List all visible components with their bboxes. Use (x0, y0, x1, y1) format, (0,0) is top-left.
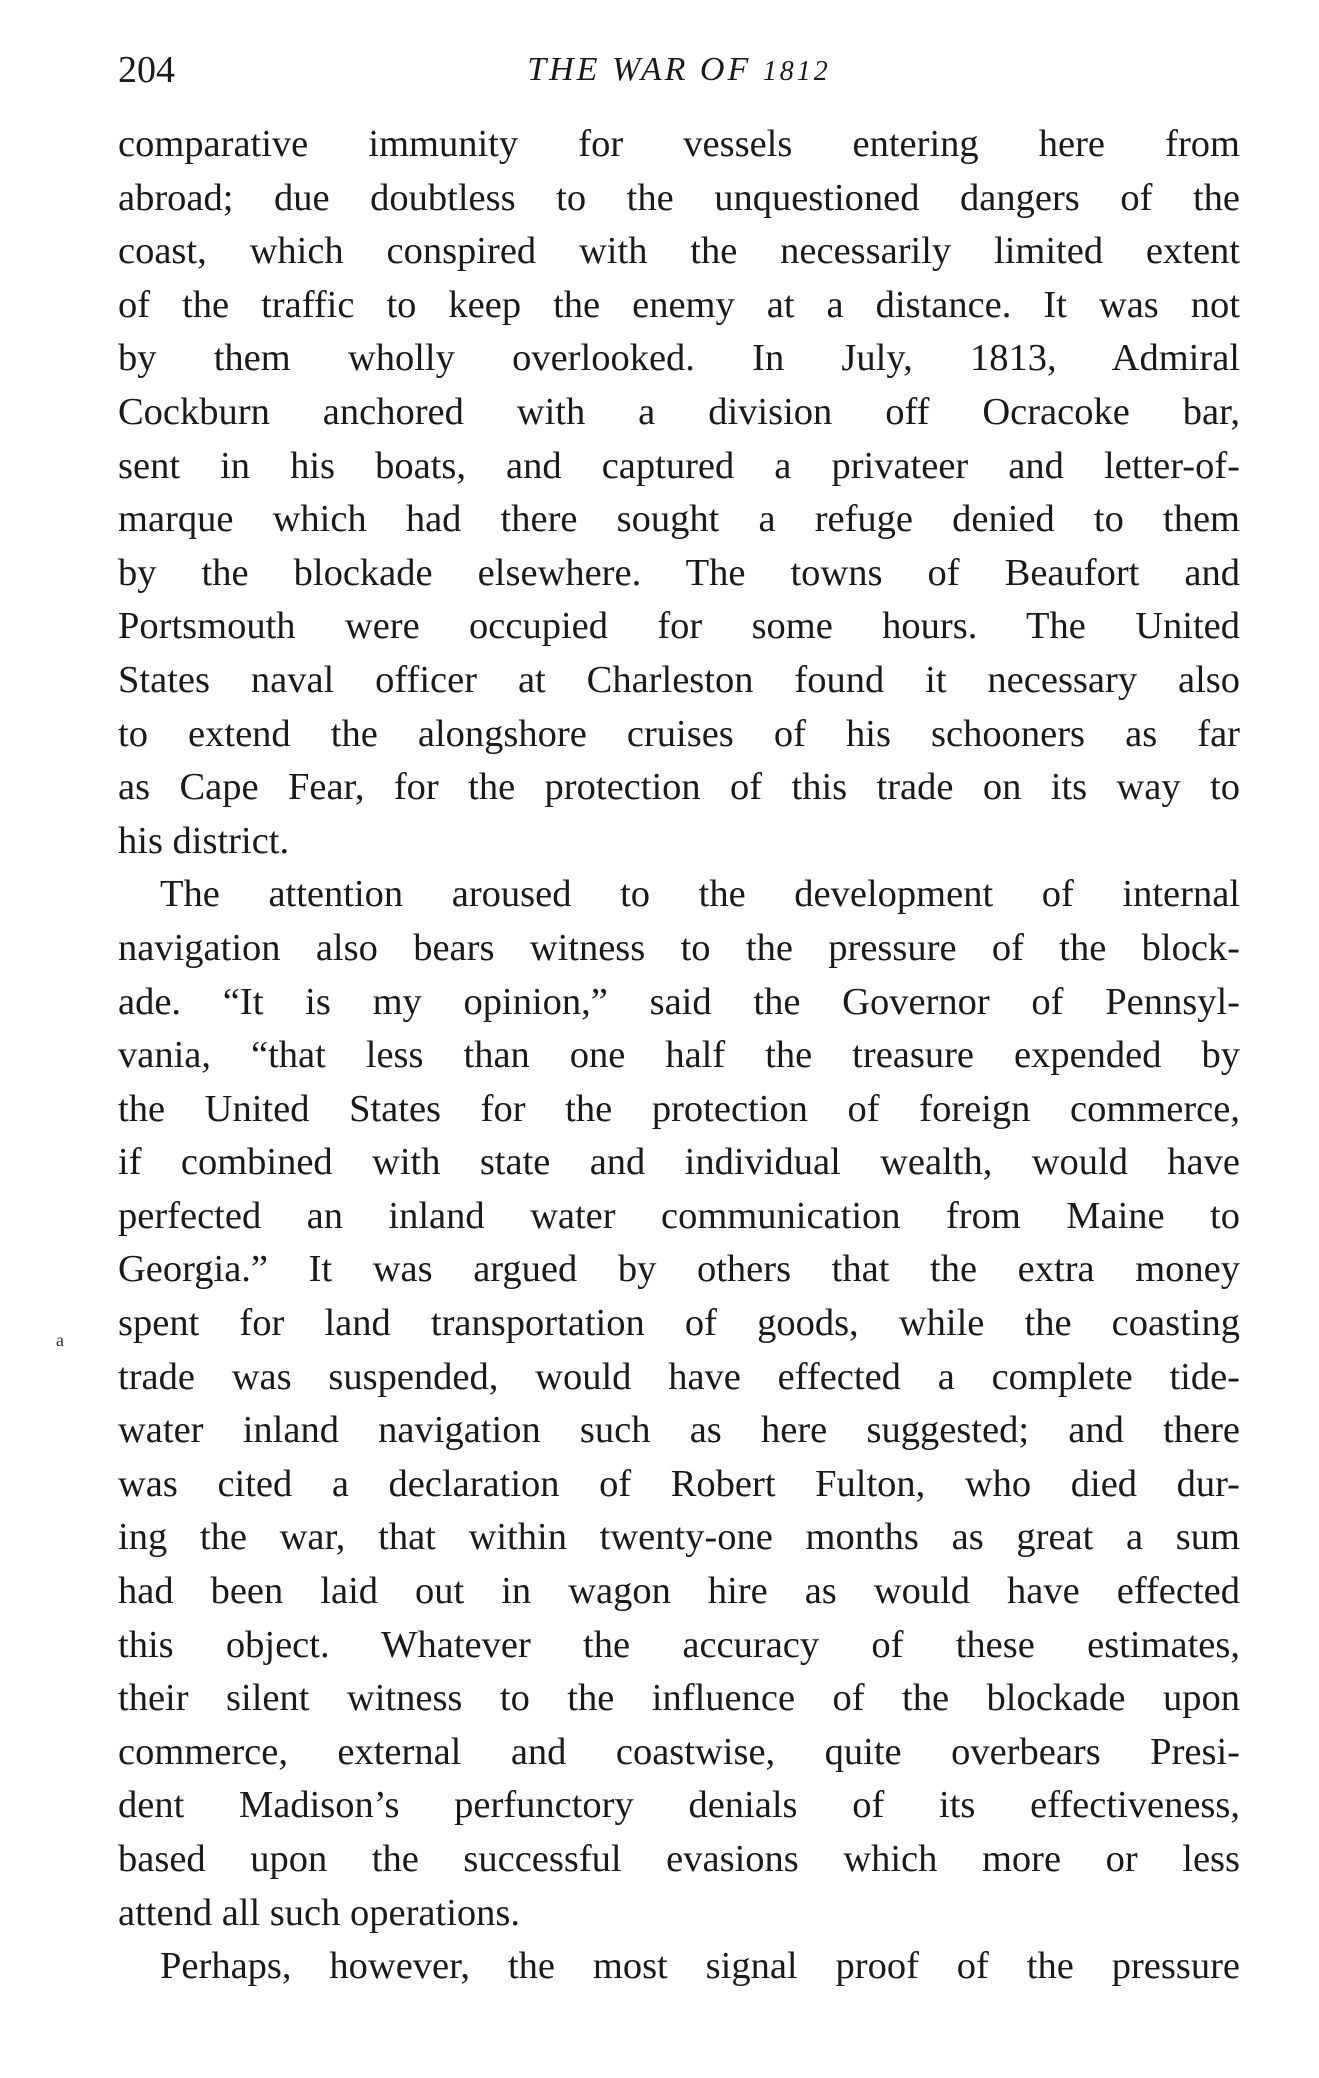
body-text (118, 118, 1240, 1994)
running-head (118, 40, 1240, 100)
text-line: sent in his boats, and captured a privateer and letter-of- (118, 444, 1240, 487)
text-line: ade. “It is my opinion,” said the Governor of Pennsyl- (118, 980, 1240, 1023)
text-line: spent for land transportation of goods, while the coasting (118, 1302, 1240, 1345)
text-line: by the blockade elsewhere. The towns of Beaufort and (118, 551, 1240, 594)
text-line: comparative immunity for vessels entering here from (118, 123, 1240, 165)
paragraph-3 (118, 1940, 1240, 1994)
text-line: ing the war, that within twenty-one months as great a sum (118, 1516, 1240, 1559)
text-line: had been laid out in wagon hire as would have effected (118, 1570, 1240, 1613)
text-line: if combined with state and individual wealth, would have (118, 1141, 1240, 1184)
text-line: marque which had there sought a refuge denied to them (118, 498, 1240, 541)
paragraph-1 (118, 118, 1240, 868)
text-line: was cited a declaration of Robert Fulton, who died dur- (118, 1462, 1240, 1505)
text-line: vania, “that less than one half the treasure expended by (118, 1034, 1240, 1077)
running-title-year: 1812 (762, 56, 831, 87)
running-title-text: THE WAR OF (527, 51, 763, 88)
text-line: Portsmouth were occupied for some hours. The United (118, 605, 1240, 648)
text-line: water inland navigation such as here suggested; and there (118, 1409, 1240, 1452)
text-line: this object. Whatever the accuracy of these estimates, (118, 1623, 1240, 1666)
text-line: Georgia.” It was argued by others that the extra money (118, 1248, 1240, 1291)
text-line: perfected an inland water communication from Maine to (118, 1194, 1240, 1237)
text-line: their silent witness to the influence of the blockade upon (118, 1677, 1240, 1720)
text-line: navigation also bears witness to the pressure of the block- (118, 926, 1240, 969)
running-title (118, 40, 1240, 102)
text-line: commerce, external and coastwise, quite overbears Presi- (118, 1730, 1240, 1773)
text-line: abroad; due doubtless to the unquestioned dangers of the (118, 176, 1240, 219)
text-line: of the traffic to keep the enemy at a distance. It was not (118, 283, 1240, 326)
text-line: Cockburn anchored with a division off Ocracoke bar, (118, 390, 1240, 433)
text-line: dent Madison’s perfunctory denials of its effectiveness, (118, 1784, 1240, 1827)
text-line: coast, which conspired with the necessarily limited extent (118, 230, 1240, 273)
text-line: Perhaps, however, the most signal proof of the pressure (160, 1945, 1240, 1988)
text-line: by them wholly overlooked. In July, 1813, Admiral (118, 337, 1240, 380)
text-line: to extend the alongshore cruises of his schooners as far (118, 712, 1240, 755)
text-line: the United States for the protection of foreign commerce, (118, 1087, 1240, 1130)
text-line: The attention aroused to the development of internal (160, 873, 1240, 916)
text-line: trade was suspended, would have effected a complete tide- (118, 1355, 1240, 1398)
text-line: States naval officer at Charleston found it necessary also (118, 658, 1240, 701)
page-number: 204 (118, 49, 175, 91)
text-line: based upon the successful evasions which more or less (118, 1838, 1240, 1880)
text-line: his district. (118, 819, 290, 862)
margin-mark: a (56, 1330, 64, 1350)
text-line: as Cape Fear, for the protection of this trade on its way to (118, 766, 1240, 809)
paragraph-2 (118, 868, 1240, 1940)
text-line: attend all such operations. (118, 1891, 520, 1934)
